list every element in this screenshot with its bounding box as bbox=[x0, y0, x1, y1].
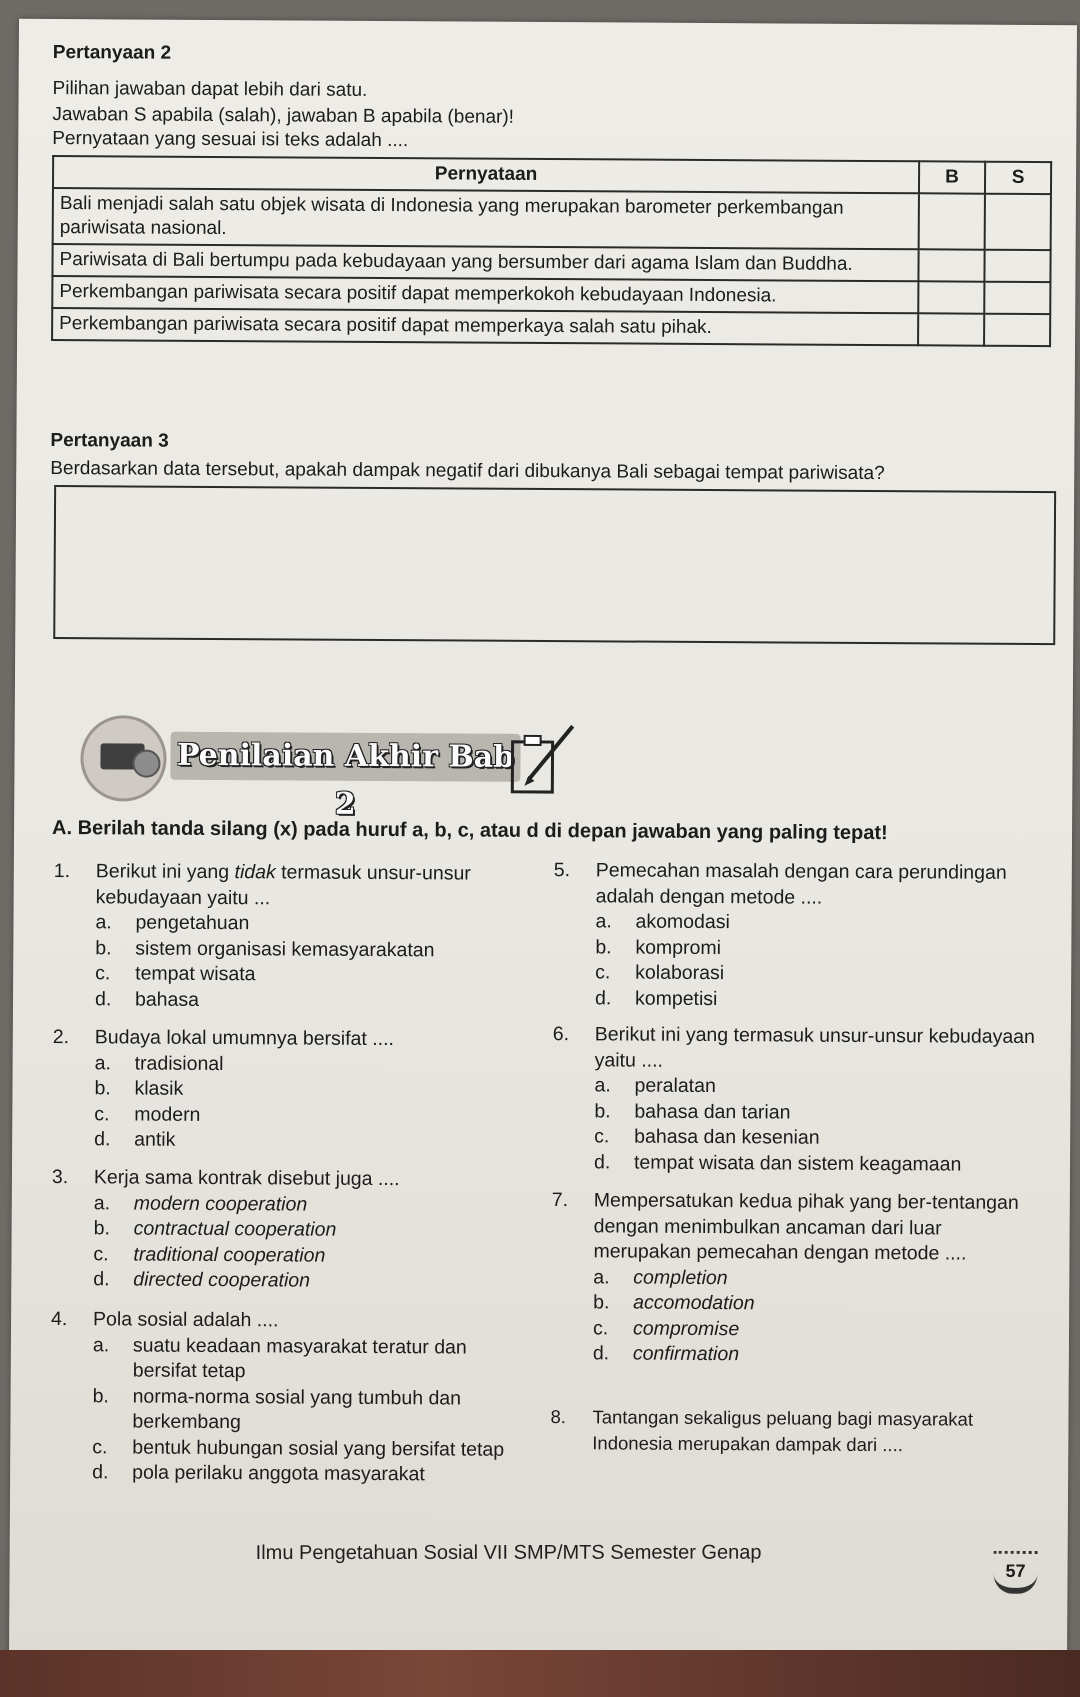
q3-question: Berdasarkan data tersebut, apakah dampak negatif dari dibukanya Bali sebagai tempat pariwisata? bbox=[50, 457, 885, 485]
option-c[interactable]: c. compromise bbox=[592, 1316, 740, 1340]
option-c[interactable]: c. bahasa dan kesenian bbox=[594, 1125, 820, 1149]
disc-icon bbox=[132, 749, 160, 777]
option-a[interactable]: a. modern cooperation bbox=[93, 1191, 308, 1216]
option-d[interactable]: d. bahasa bbox=[94, 987, 200, 1011]
question-3 bbox=[51, 1165, 492, 1295]
col-s-header: S bbox=[985, 162, 1051, 194]
table-row bbox=[52, 308, 1050, 346]
question-stem: Tantangan sekaligus peluang bagi masyarakat Indonesia merupakan dampak dari .... bbox=[592, 1406, 974, 1455]
option-a[interactable]: a. pengetahuan bbox=[95, 911, 250, 935]
option-b[interactable]: b. kompromi bbox=[595, 935, 722, 959]
answer-b-cell[interactable] bbox=[918, 249, 984, 281]
question-number: 3. bbox=[51, 1166, 69, 1189]
question-1 bbox=[53, 859, 524, 1015]
table-row bbox=[53, 188, 1051, 250]
statement-text: Perkembangan pariwisata secara positif dapat memperkaya salah satu pihak. bbox=[52, 308, 918, 345]
question-number: 5. bbox=[553, 859, 571, 882]
banner-title: Penilaian Akhir Bab 2 bbox=[170, 732, 520, 782]
option-d[interactable]: d. pola perilaku anggota masyarakat bbox=[92, 1461, 425, 1486]
statement-table bbox=[51, 155, 1052, 347]
option-b[interactable]: b. contractual cooperation bbox=[93, 1217, 337, 1241]
option-a[interactable]: a. tradisional bbox=[94, 1051, 224, 1075]
section-a-instruction: A. Berilah tanda silang (x) pada huruf a, b, c, atau d di depan jawaban yang paling tepat! bbox=[52, 817, 888, 845]
question-number: 2. bbox=[52, 1026, 70, 1049]
question-number: 7. bbox=[551, 1189, 569, 1212]
question-number: 8. bbox=[550, 1406, 566, 1428]
background-surface bbox=[0, 1650, 1080, 1697]
option-d[interactable]: d. kompetisi bbox=[594, 986, 718, 1010]
option-d[interactable]: d. confirmation bbox=[592, 1342, 740, 1366]
option-b[interactable]: b. bahasa dan tarian bbox=[594, 1099, 791, 1124]
question-5 bbox=[553, 858, 1044, 1014]
clipboard-pencil-icon bbox=[508, 720, 578, 800]
option-b[interactable]: b. sistem organisasi kemasyarakatan bbox=[95, 936, 435, 961]
q2-instruction-2: Jawaban S apabila (salah), jawaban B apabila (benar)! bbox=[52, 103, 515, 128]
option-c[interactable]: c. bentuk hubungan sosial yang bersifat tetap bbox=[92, 1435, 505, 1461]
q2-title: Pertanyaan 2 bbox=[52, 41, 172, 64]
option-d[interactable]: d. antik bbox=[94, 1128, 176, 1151]
question-number: 6. bbox=[552, 1023, 570, 1046]
option-a[interactable]: a. akomodasi bbox=[595, 910, 730, 934]
answer-s-cell[interactable] bbox=[984, 250, 1050, 282]
option-c[interactable]: c. kolaborasi bbox=[595, 961, 725, 985]
answer-b-cell[interactable] bbox=[918, 313, 984, 345]
option-c[interactable]: c. tempat wisata bbox=[95, 962, 256, 986]
question-stem: Pemecahan masalah dengan cara perundingan adalah dengan metode .... bbox=[595, 859, 1007, 909]
question-stem: Kerja sama kontrak disebut juga .... bbox=[93, 1166, 400, 1191]
option-b[interactable]: b. norma-norma sosial yang tumbuh dan berkembang bbox=[92, 1384, 462, 1434]
statement-text: Bali menjadi salah satu objek wisata di Indonesia yang merupakan barometer perkembangan pariwisata nasional. bbox=[53, 188, 919, 249]
page-number: 57 bbox=[993, 1551, 1037, 1594]
option-b[interactable]: b. klasik bbox=[94, 1077, 184, 1100]
option-a[interactable]: a. completion bbox=[593, 1265, 728, 1289]
option-a[interactable]: a. peralatan bbox=[594, 1074, 716, 1098]
question-2 bbox=[52, 1025, 493, 1155]
question-6 bbox=[552, 1022, 1043, 1178]
option-d[interactable]: d. directed cooperation bbox=[93, 1268, 311, 1292]
question-number: 4. bbox=[51, 1308, 68, 1331]
question-stem: Pola sosial adalah .... bbox=[93, 1308, 279, 1332]
q3-title: Pertanyaan 3 bbox=[50, 429, 169, 452]
col-b-header: B bbox=[919, 161, 985, 193]
question-stem: Mempersatukan kedua pihak yang ber-tentangan dengan menimbulkan ancaman dari luar merupakan pemecahan dengan metode .... bbox=[593, 1189, 1019, 1265]
q2-instruction-3: Pernyataan yang sesuai isi teks adalah .... bbox=[52, 127, 409, 152]
col-statement-header: Pernyataan bbox=[53, 156, 919, 193]
option-d[interactable]: d. tempat wisata dan sistem keagamaan bbox=[593, 1150, 962, 1176]
answer-s-cell[interactable] bbox=[985, 194, 1051, 250]
book-title-footer: Ilmu Pengetahuan Sosial VII SMP/MTS Semester Genap bbox=[255, 1541, 762, 1565]
option-a[interactable]: a. suatu keadaan masyarakat teratur dan bersifat tetap bbox=[92, 1333, 467, 1383]
question-stem: Berikut ini yang tidak termasuk unsur-unsur kebudayaan yaitu ... bbox=[95, 860, 471, 909]
textbook-page bbox=[9, 19, 1077, 1665]
chapter-assessment-banner bbox=[70, 709, 571, 822]
q2-instruction-1: Pilihan jawaban dapat lebih dari satu. bbox=[52, 77, 368, 101]
question-number: 1. bbox=[53, 860, 71, 883]
answer-s-cell[interactable] bbox=[984, 282, 1050, 314]
question-8 bbox=[550, 1404, 1050, 1458]
question-stem: Budaya lokal umumnya bersifat .... bbox=[94, 1026, 395, 1051]
statement-text: Perkembangan pariwisata secara positif dapat memperkokoh kebudayaan Indonesia. bbox=[52, 276, 918, 313]
answer-s-cell[interactable] bbox=[984, 314, 1050, 346]
option-c[interactable]: c. traditional cooperation bbox=[93, 1242, 326, 1267]
statement-text: Pariwisata di Bali bertumpu pada kebudayaan yang bersumber dari agama Islam dan Buddha. bbox=[52, 244, 918, 281]
option-b[interactable]: b. accomodation bbox=[593, 1291, 755, 1315]
option-c[interactable]: c. modern bbox=[94, 1102, 201, 1126]
question-4 bbox=[50, 1307, 521, 1488]
answer-b-cell[interactable] bbox=[918, 281, 984, 313]
answer-b-cell[interactable] bbox=[919, 193, 985, 249]
essay-answer-box[interactable] bbox=[53, 485, 1056, 645]
question-stem: Berikut ini yang termasuk unsur-unsur kebudayaan yaitu .... bbox=[594, 1023, 1035, 1072]
question-7 bbox=[551, 1188, 1042, 1369]
